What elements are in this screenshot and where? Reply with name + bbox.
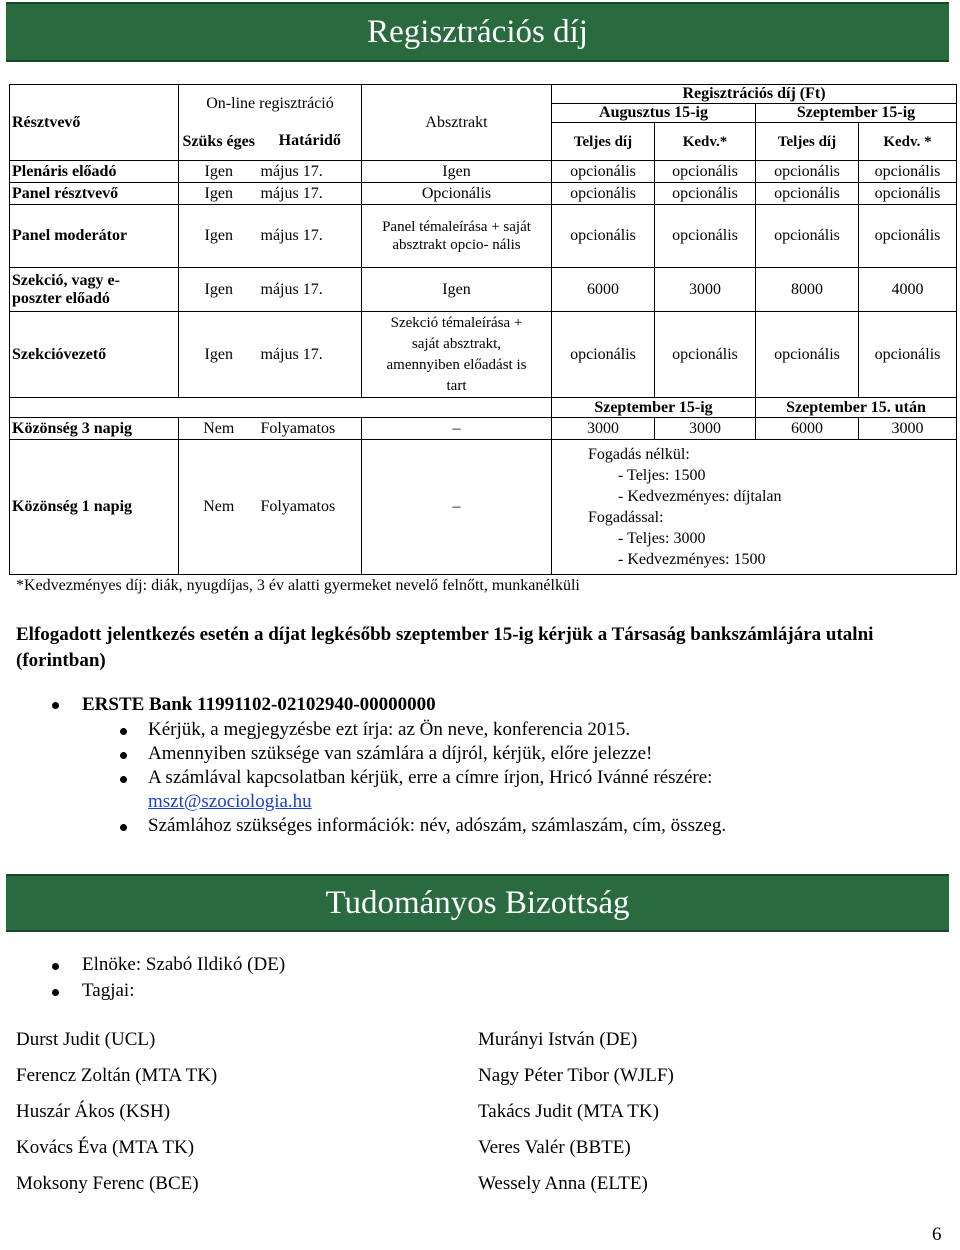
public-period-before-header: Szeptember 15-ig (552, 398, 756, 418)
public-period-after-header: Szeptember 15. után (756, 398, 957, 418)
fee-cell: opcionális (859, 312, 957, 398)
list-item: Durst Judit (UCL) (16, 1029, 156, 1050)
committee-members-right (478, 1026, 674, 1206)
registration-fee-title: Regisztrációs díj (367, 14, 588, 50)
list-item: Kovács Éva (MTA TK) (16, 1137, 195, 1158)
list-item: Kérjük, a megjegyzésbe ezt írja: az Ön neve, konferencia 2015. (22, 718, 726, 742)
table-row (10, 205, 957, 268)
list-item: Veres Valér (BBTE) (478, 1137, 631, 1158)
table-row (10, 418, 957, 440)
fee-cell: opcionális (552, 183, 655, 205)
list-item: A számlával kapcsolatban kérjük, erre a címre írjon, Hricó Ivánné részére: mszt@szociologia.hu (22, 766, 726, 814)
deadline-header: Határidő (259, 123, 362, 161)
abstract-cell: Panel témaleírása + saját absztrakt opcio- nális (362, 205, 552, 268)
fee-cell: opcionális (552, 312, 655, 398)
list-item: Számlához szükséges információk: név, adószám, számlaszám, cím, összeg. (22, 814, 726, 838)
header-row (10, 85, 957, 104)
fee-cell: 3000 (859, 418, 957, 440)
full-fee-header: Teljes díj (756, 123, 859, 161)
fee-line: - Kedvezményes: díjtalan (618, 488, 782, 505)
abstract-cell: – (362, 440, 552, 575)
payment-note: Elfogadott jelentkezés esetén a díjat legkésőbb szeptember 15-ig kérjük a Társaság bankszámlájára utalni (forintban) (16, 624, 874, 671)
fee-cell: opcionális (655, 312, 756, 398)
public-header-row (10, 398, 957, 418)
bank-info-list (22, 692, 726, 838)
deadline-cell: Folyamatos (259, 418, 362, 440)
list-item: Ferencz Zoltán (MTA TK) (16, 1065, 218, 1086)
period-september-header: Szeptember 15-ig (756, 104, 957, 123)
committee-members-label: Tagjai: (28, 978, 285, 1004)
table-row (10, 440, 957, 575)
fee-cell: opcionális (859, 205, 957, 268)
fee-cell: opcionális (756, 205, 859, 268)
fee-cell: opcionális (552, 205, 655, 268)
reduced-fee-header: Kedv. * (859, 123, 957, 161)
table-row (10, 312, 957, 398)
full-fee-header: Teljes díj (552, 123, 655, 161)
needed-cell: Igen (179, 312, 259, 398)
deadline-cell: május 17. (259, 205, 362, 268)
deadline-cell: május 17. (259, 183, 362, 205)
table-row (10, 268, 957, 312)
fee-cell: 3000 (655, 268, 756, 312)
fee-line: - Teljes: 1500 (618, 467, 706, 484)
abstract-header: Absztrakt (362, 85, 552, 161)
deadline-cell: Folyamatos (259, 440, 362, 575)
fee-cell: opcionális (756, 161, 859, 183)
table-row (10, 161, 957, 183)
fee-cell: 8000 (756, 268, 859, 312)
committee-members-left (16, 1026, 217, 1206)
participant-header: Résztvevő (10, 85, 179, 161)
scientific-committee-banner (6, 874, 949, 932)
list-item: Moksony Ferenc (BCE) (16, 1173, 199, 1194)
fee-cell: 6000 (552, 268, 655, 312)
abstract-cell: Igen (362, 161, 552, 183)
list-item: Murányi István (DE) (478, 1029, 638, 1050)
needed-cell: Igen (179, 205, 259, 268)
deadline-cell: május 17. (259, 161, 362, 183)
fee-cell: 6000 (756, 418, 859, 440)
needed-cell: Igen (179, 161, 259, 183)
registration-fee-table (9, 84, 957, 575)
abstract-cell: – (362, 418, 552, 440)
reduced-fee-footnote: *Kedvezményes díj: diák, nyugdíjas, 3 év alatti gyermeket nevelő felnőtt, munkanélküli (16, 577, 580, 594)
committee-list (28, 952, 285, 1004)
participant-cell: Panel résztvevő (10, 183, 179, 205)
fee-cell: 3000 (655, 418, 756, 440)
scientific-committee-title: Tudományos Bizottság (325, 885, 630, 921)
fee-line: Fogadás nélkül: (588, 446, 690, 463)
needed-header: Szüks éges (179, 123, 259, 161)
bank-account-text: ERSTE Bank 11991102-02102940-00000000 (82, 694, 436, 715)
fee-cell: opcionális (655, 161, 756, 183)
deadline-cell: május 17. (259, 312, 362, 398)
fee-line: - Kedvezményes: 1500 (618, 551, 766, 568)
fee-cell: opcionális (756, 312, 859, 398)
participant-cell: Szekció, vagy e- poszter előadó (10, 268, 179, 312)
page-number: 6 (932, 1224, 942, 1245)
registration-fee-banner (6, 2, 949, 62)
list-item: Nagy Péter Tibor (WJLF) (478, 1065, 674, 1086)
fee-line: Fogadással: (588, 509, 664, 526)
needed-cell: Nem (179, 418, 259, 440)
one-day-fee-details (552, 440, 957, 575)
participant-cell: Plenáris előadó (10, 161, 179, 183)
fee-line: - Teljes: 3000 (618, 530, 706, 547)
email-link[interactable]: mszt@szociologia.hu (148, 791, 312, 812)
deadline-cell: május 17. (259, 268, 362, 312)
bank-account (22, 692, 726, 718)
fee-cell: opcionális (552, 161, 655, 183)
needed-cell: Igen (179, 183, 259, 205)
participant-cell: Közönség 1 napig (10, 440, 179, 575)
fee-cell: opcionális (756, 183, 859, 205)
fee-cell: opcionális (655, 183, 756, 205)
participant-cell: Panel moderátor (10, 205, 179, 268)
reduced-fee-header: Kedv.* (655, 123, 756, 161)
list-item: Takács Judit (MTA TK) (478, 1101, 659, 1122)
abstract-cell: Opcionális (362, 183, 552, 205)
abstract-cell: Szekció témaleírása + saját absztrakt, amennyiben előadást is tart (362, 312, 552, 398)
table-row (10, 183, 957, 205)
registration-fee-header: Regisztrációs díj (Ft) (552, 85, 957, 104)
fee-cell: opcionális (655, 205, 756, 268)
fee-cell: opcionális (859, 183, 957, 205)
needed-cell: Nem (179, 440, 259, 575)
abstract-cell: Igen (362, 268, 552, 312)
list-item: Wessely Anna (ELTE) (478, 1173, 648, 1194)
needed-cell: Igen (179, 268, 259, 312)
fee-cell: 4000 (859, 268, 957, 312)
online-registration-header: On-line regisztráció (179, 85, 362, 123)
committee-chair: Elnöke: Szabó Ildikó (DE) (28, 952, 285, 978)
participant-cell: Szekcióvezető (10, 312, 179, 398)
fee-cell: opcionális (859, 161, 957, 183)
list-item: Huszár Ákos (KSH) (16, 1101, 171, 1122)
period-august-header: Augusztus 15-ig (552, 104, 756, 123)
fee-cell: 3000 (552, 418, 655, 440)
list-item: Amennyiben szüksége van számlára a díjról, kérjük, előre jelezze! (22, 742, 726, 766)
participant-cell: Közönség 3 napig (10, 418, 179, 440)
